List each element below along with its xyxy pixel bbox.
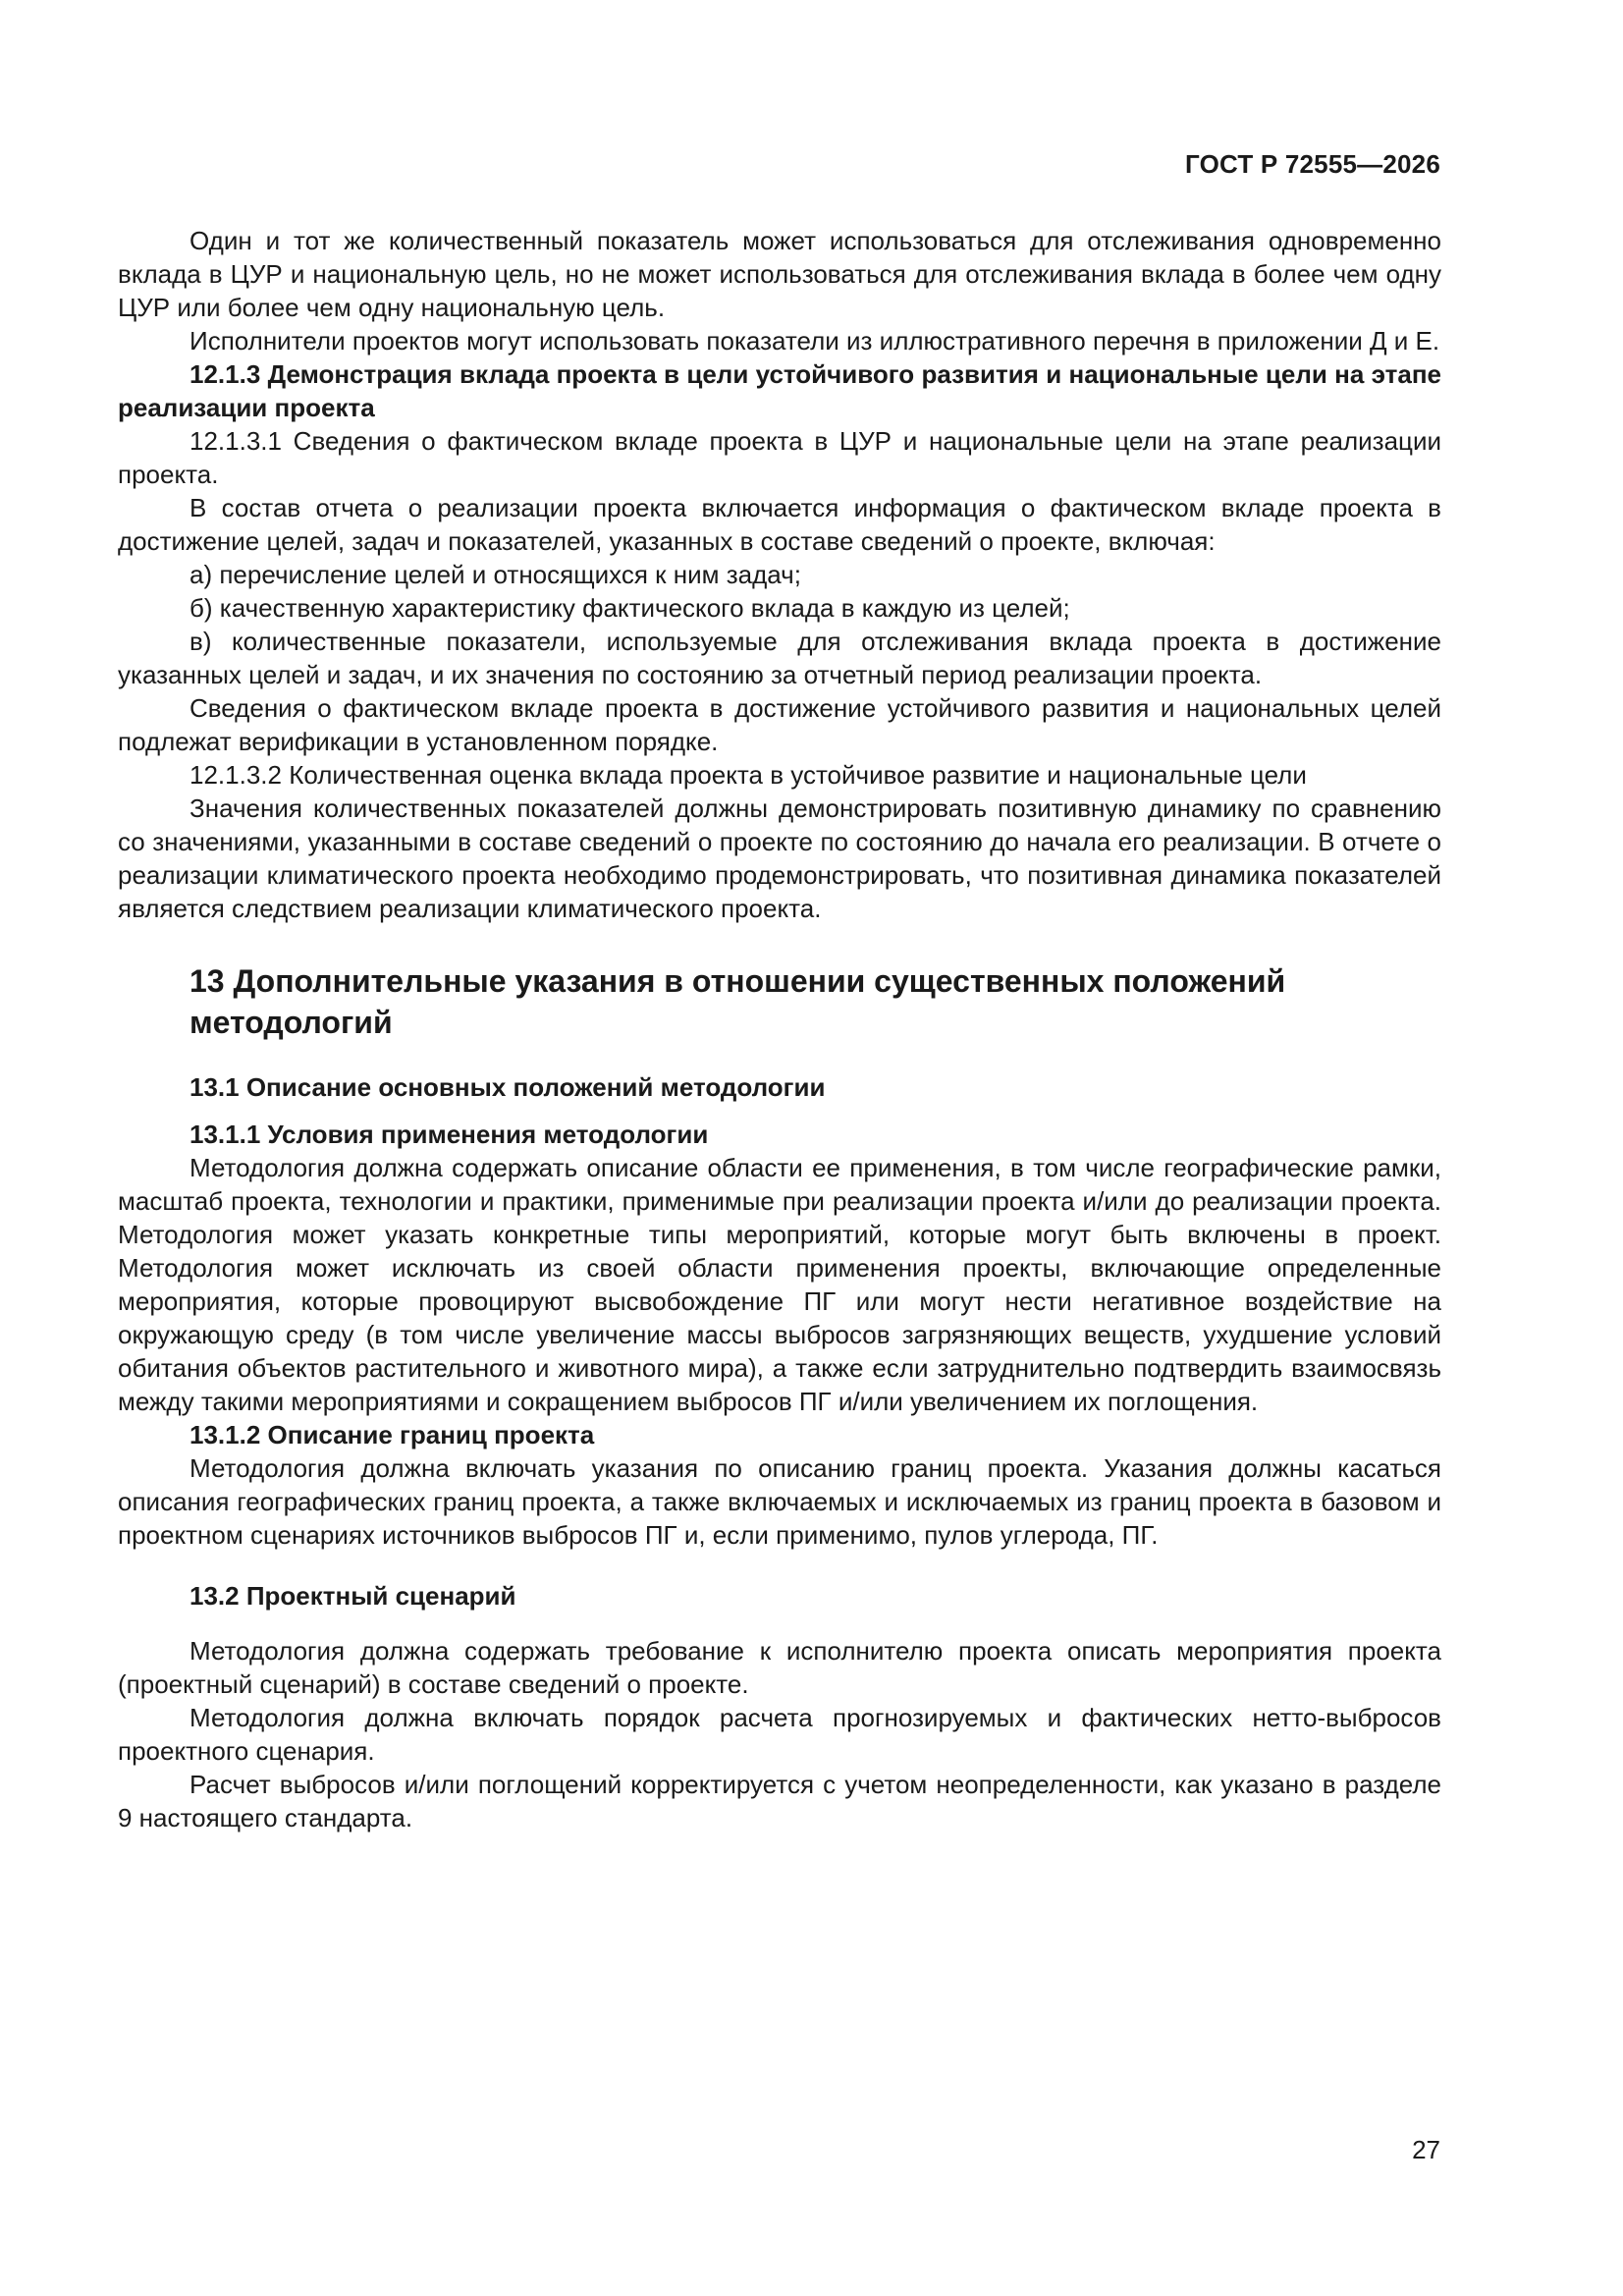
paragraph: Методология должна содержать описание области ее применения, в том числе географические рамки, масштаб проекта, технологии и практики, применимые при реализации проекта и/или до реализации проекта. Методология может указать конкретные типы мероприятий, которые могут быть включены в проект. Методология может исключать из своей области применения проекты, включающие определенные мероприятия, которые провоцируют высвобождение ПГ или могут нести негативное воздействие на окружающую среду (в том числе увеличение массы выбросов загрязняющих веществ, ухудшение условий обитания объектов растительного и животного мира), а также если затруднительно подтвердить взаимосвязь между такими мероприятиями и сокращением выбросов ПГ и/или увеличением их поглощения.: [118, 1153, 1441, 1416]
paragraph-12-1-3-1: 12.1.3.1 Сведения о фактическом вкладе проекта в ЦУР и национальные цели на этапе реализации проекта.: [118, 426, 1441, 489]
list-item-c: в) количественные показатели, используемые для отслеживания вклада проекта в достижение указанных целей и задач, и их значения по состоянию за отчетный период реализации проекта.: [118, 627, 1441, 689]
section-heading-13-2: 13.2 Проектный сценарий: [189, 1581, 516, 1611]
paragraph: Сведения о фактическом вкладе проекта в достижение устойчивого развития и национальных целей подлежат верификации в установленном порядке.: [118, 693, 1441, 756]
list-item-a: а) перечисление целей и относящихся к ним задач;: [189, 560, 801, 589]
standard-designation: ГОСТ Р 72555—2026: [1185, 149, 1440, 179]
section-heading-13-1-1: 13.1.1 Условия применения методологии: [189, 1120, 709, 1149]
paragraph: Исполнители проектов могут использовать показатели из иллюстративного перечня в приложении Д и Е.: [189, 326, 1440, 355]
paragraph: Методология должна содержать требование к исполнителю проекта описать мероприятия проекта (проектный сценарий) в составе сведений о проекте.: [118, 1636, 1441, 1699]
paragraph-12-1-3-2: 12.1.3.2 Количественная оценка вклада проекта в устойчивое развитие и национальные цели: [189, 760, 1307, 790]
page-content: [118, 224, 1441, 1834]
paragraph: Расчет выбросов и/или поглощений корректируется с учетом неопределенности, как указано в разделе 9 настоящего стандарта.: [118, 1770, 1441, 1832]
section-heading-13-1-2: 13.1.2 Описание границ проекта: [189, 1420, 595, 1449]
paragraph: В состав отчета о реализации проекта включается информация о фактическом вкладе проекта в достижение целей, задач и показателей, указанных в составе сведений о проекте, включая:: [118, 493, 1441, 556]
page-number: 27: [1412, 2135, 1440, 2164]
section-heading-13: 13 Дополнительные указания в отношении существенных положений методологий: [189, 963, 1286, 1040]
paragraph: Один и тот же количественный показатель может использоваться для отслеживания одновременно вклада в ЦУР и национальную цель, но не может использоваться для отслеживания вклада в более чем одну ЦУР или более чем одну национальную цель.: [118, 226, 1441, 322]
section-heading-12-1-3: 12.1.3 Демонстрация вклада проекта в цели устойчивого развития и национальные цели на этапе реализации проекта: [118, 359, 1441, 422]
paragraph: Методология должна включать указания по описанию границ проекта. Указания должны касаться описания географических границ проекта, а также включаемых и исключаемых из границ проекта в базовом и проектном сценариях источников выбросов ПГ и, если применимо, пулов углерода, ПГ.: [118, 1453, 1441, 1550]
list-item-b: б) качественную характеристику фактического вклада в каждую из целей;: [189, 593, 1070, 623]
paragraph: Значения количественных показателей должны демонстрировать позитивную динамику по сравнению со значениями, указанными в составе сведений о проекте по состоянию до начала его реализации. В отчете о реализации климатического проекта необходимо продемонстрировать, что позитивная динамика показателей является следствием реализации климатического проекта.: [118, 793, 1441, 923]
paragraph: Методология должна включать порядок расчета прогнозируемых и фактических нетто-выбросов проектного сценария.: [118, 1703, 1441, 1766]
section-heading-13-1: 13.1 Описание основных положений методологии: [189, 1072, 826, 1102]
